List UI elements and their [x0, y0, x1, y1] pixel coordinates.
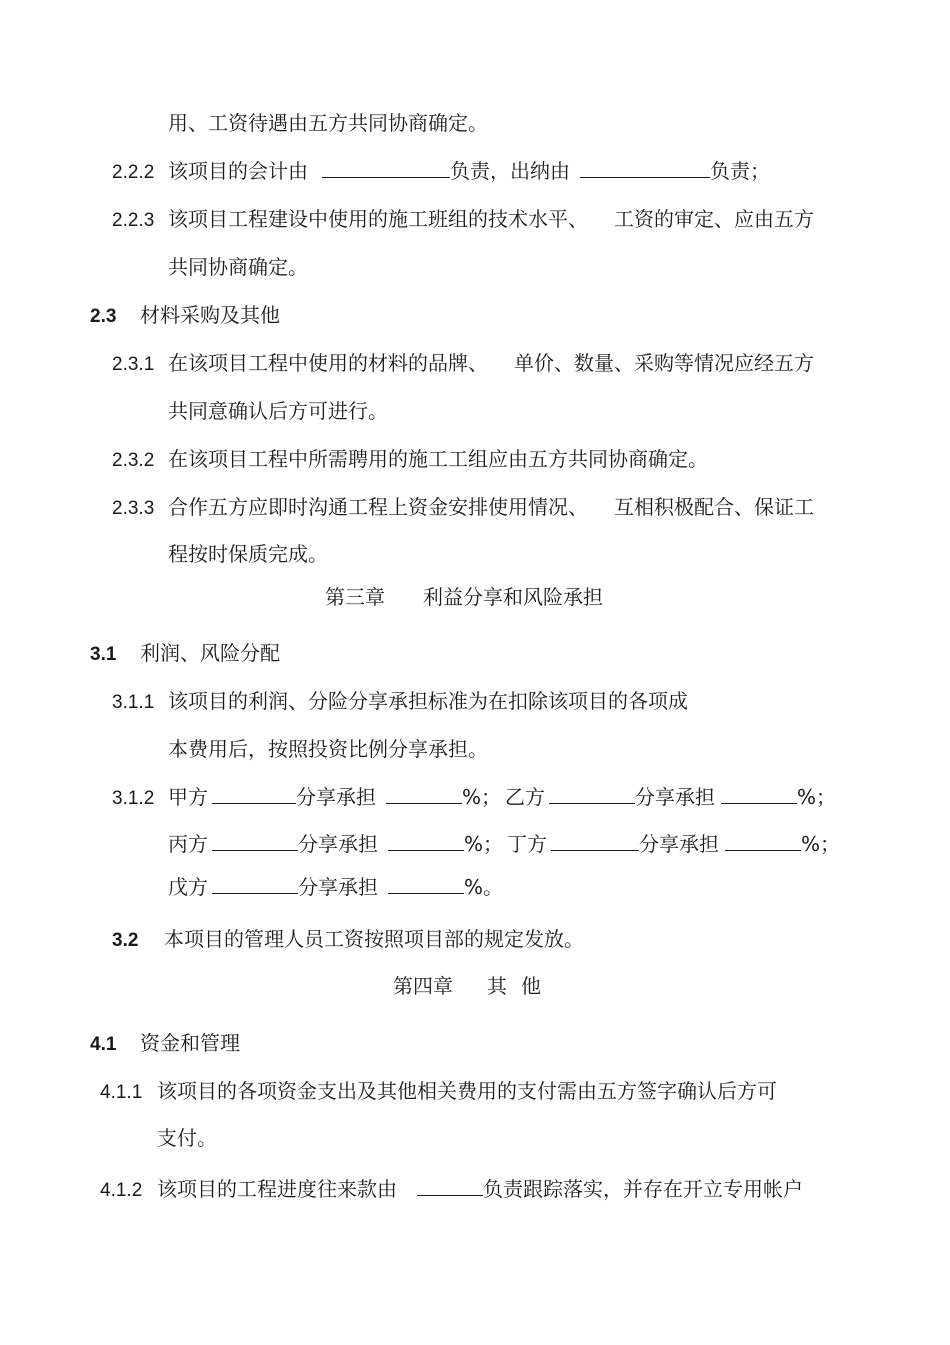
chapter-4-title: 第四章 其 他 [393, 974, 541, 998]
clause-2-2-3: 2.2.3 该项目工程建设中使用的施工班组的技术水平、 工资的审定、应由五方 [112, 205, 814, 235]
clause-2-2-3-cont: 共同协商确定。 [168, 255, 308, 279]
party-c-percent-blank[interactable] [388, 830, 464, 851]
clause-2-3-1-cont: 共同意确认后方可进行。 [168, 399, 388, 423]
clause-3-1-1: 3.1.1 该项目的利润、分险分享承担标准为在扣除该项目的各项成 [112, 687, 688, 717]
chapter-3-title: 第三章 利益分享和风险承担 [325, 585, 603, 609]
clause-3-1-2-line-2: 丙方 分享承担 %； 丁方 分享承担 %； [168, 832, 841, 856]
section-number: 3.2 [112, 930, 139, 951]
clause-number: 2.3.2 [112, 450, 155, 471]
section-2-3-heading: 2.3 材料采购及其他 [90, 301, 280, 331]
section-3-1-heading: 3.1 利润、风险分配 [90, 639, 280, 669]
section-number: 4.1 [90, 1034, 117, 1055]
clause-3-1-2: 3.1.2 甲方 分享承担 %； 乙方 分享承担 %； [112, 783, 836, 813]
party-c-blank[interactable] [212, 830, 298, 851]
cashier-blank[interactable] [580, 157, 710, 178]
clause-number: 3.1.2 [112, 788, 155, 809]
clause-3-1-2-line-3: 戊方 分享承担 %。 [168, 875, 504, 899]
party-d-percent-blank[interactable] [725, 830, 801, 851]
clause-3-1-1-cont: 本费用后，按照投资比例分享承担。 [168, 737, 488, 761]
party-e-blank[interactable] [212, 873, 298, 894]
party-e-percent-blank[interactable] [388, 873, 464, 894]
clause-4-1-2: 4.1.2 该项目的工程进度往来款由 负责跟踪落实，并存在开立专用帐户 [100, 1175, 803, 1205]
paragraph-continuation: 用、工资待遇由五方共同协商确定。 [168, 111, 488, 135]
party-b-percent-blank[interactable] [721, 783, 797, 804]
section-4-1-heading: 4.1 资金和管理 [90, 1029, 240, 1059]
clause-number: 2.2.2 [112, 162, 155, 183]
party-a-percent-blank[interactable] [386, 783, 462, 804]
party-a-blank[interactable] [212, 783, 296, 804]
party-d-blank[interactable] [551, 830, 639, 851]
clause-2-3-2: 2.3.2 在该项目工程中所需聘用的施工工组应由五方共同协商确定。 [112, 445, 708, 475]
section-3-2: 3.2 本项目的管理人员工资按照项目部的规定发放。 [112, 925, 584, 955]
clause-number: 2.2.3 [112, 210, 155, 231]
party-b-blank[interactable] [549, 783, 635, 804]
section-number: 3.1 [90, 644, 117, 665]
clause-number: 3.1.1 [112, 692, 155, 713]
accountant-blank[interactable] [322, 157, 450, 178]
clause-number: 4.1.2 [100, 1180, 143, 1201]
section-number: 2.3 [90, 306, 117, 327]
clause-2-2-2: 2.2.2 该项目的会计由 负责，出纳由 负责； [112, 157, 770, 187]
clause-4-1-1-cont: 支付。 [157, 1126, 217, 1150]
clause-2-3-1: 2.3.1 在该项目工程中使用的材料的品牌、 单价、数量、采购等情况应经五方 [112, 349, 814, 379]
clause-4-1-1: 4.1.1 该项目的各项资金支出及其他相关费用的支付需由五方签字确认后方可 [100, 1077, 777, 1107]
clause-2-3-3-cont: 程按时保质完成。 [168, 542, 328, 566]
progress-payment-blank[interactable] [417, 1175, 483, 1196]
clause-number: 2.3.1 [112, 354, 155, 375]
clause-number: 4.1.1 [100, 1082, 143, 1103]
clause-2-3-3: 2.3.3 合作五方应即时沟通工程上资金安排使用情况、 互相积极配合、保证工 [112, 493, 814, 523]
clause-number: 2.3.3 [112, 498, 155, 519]
